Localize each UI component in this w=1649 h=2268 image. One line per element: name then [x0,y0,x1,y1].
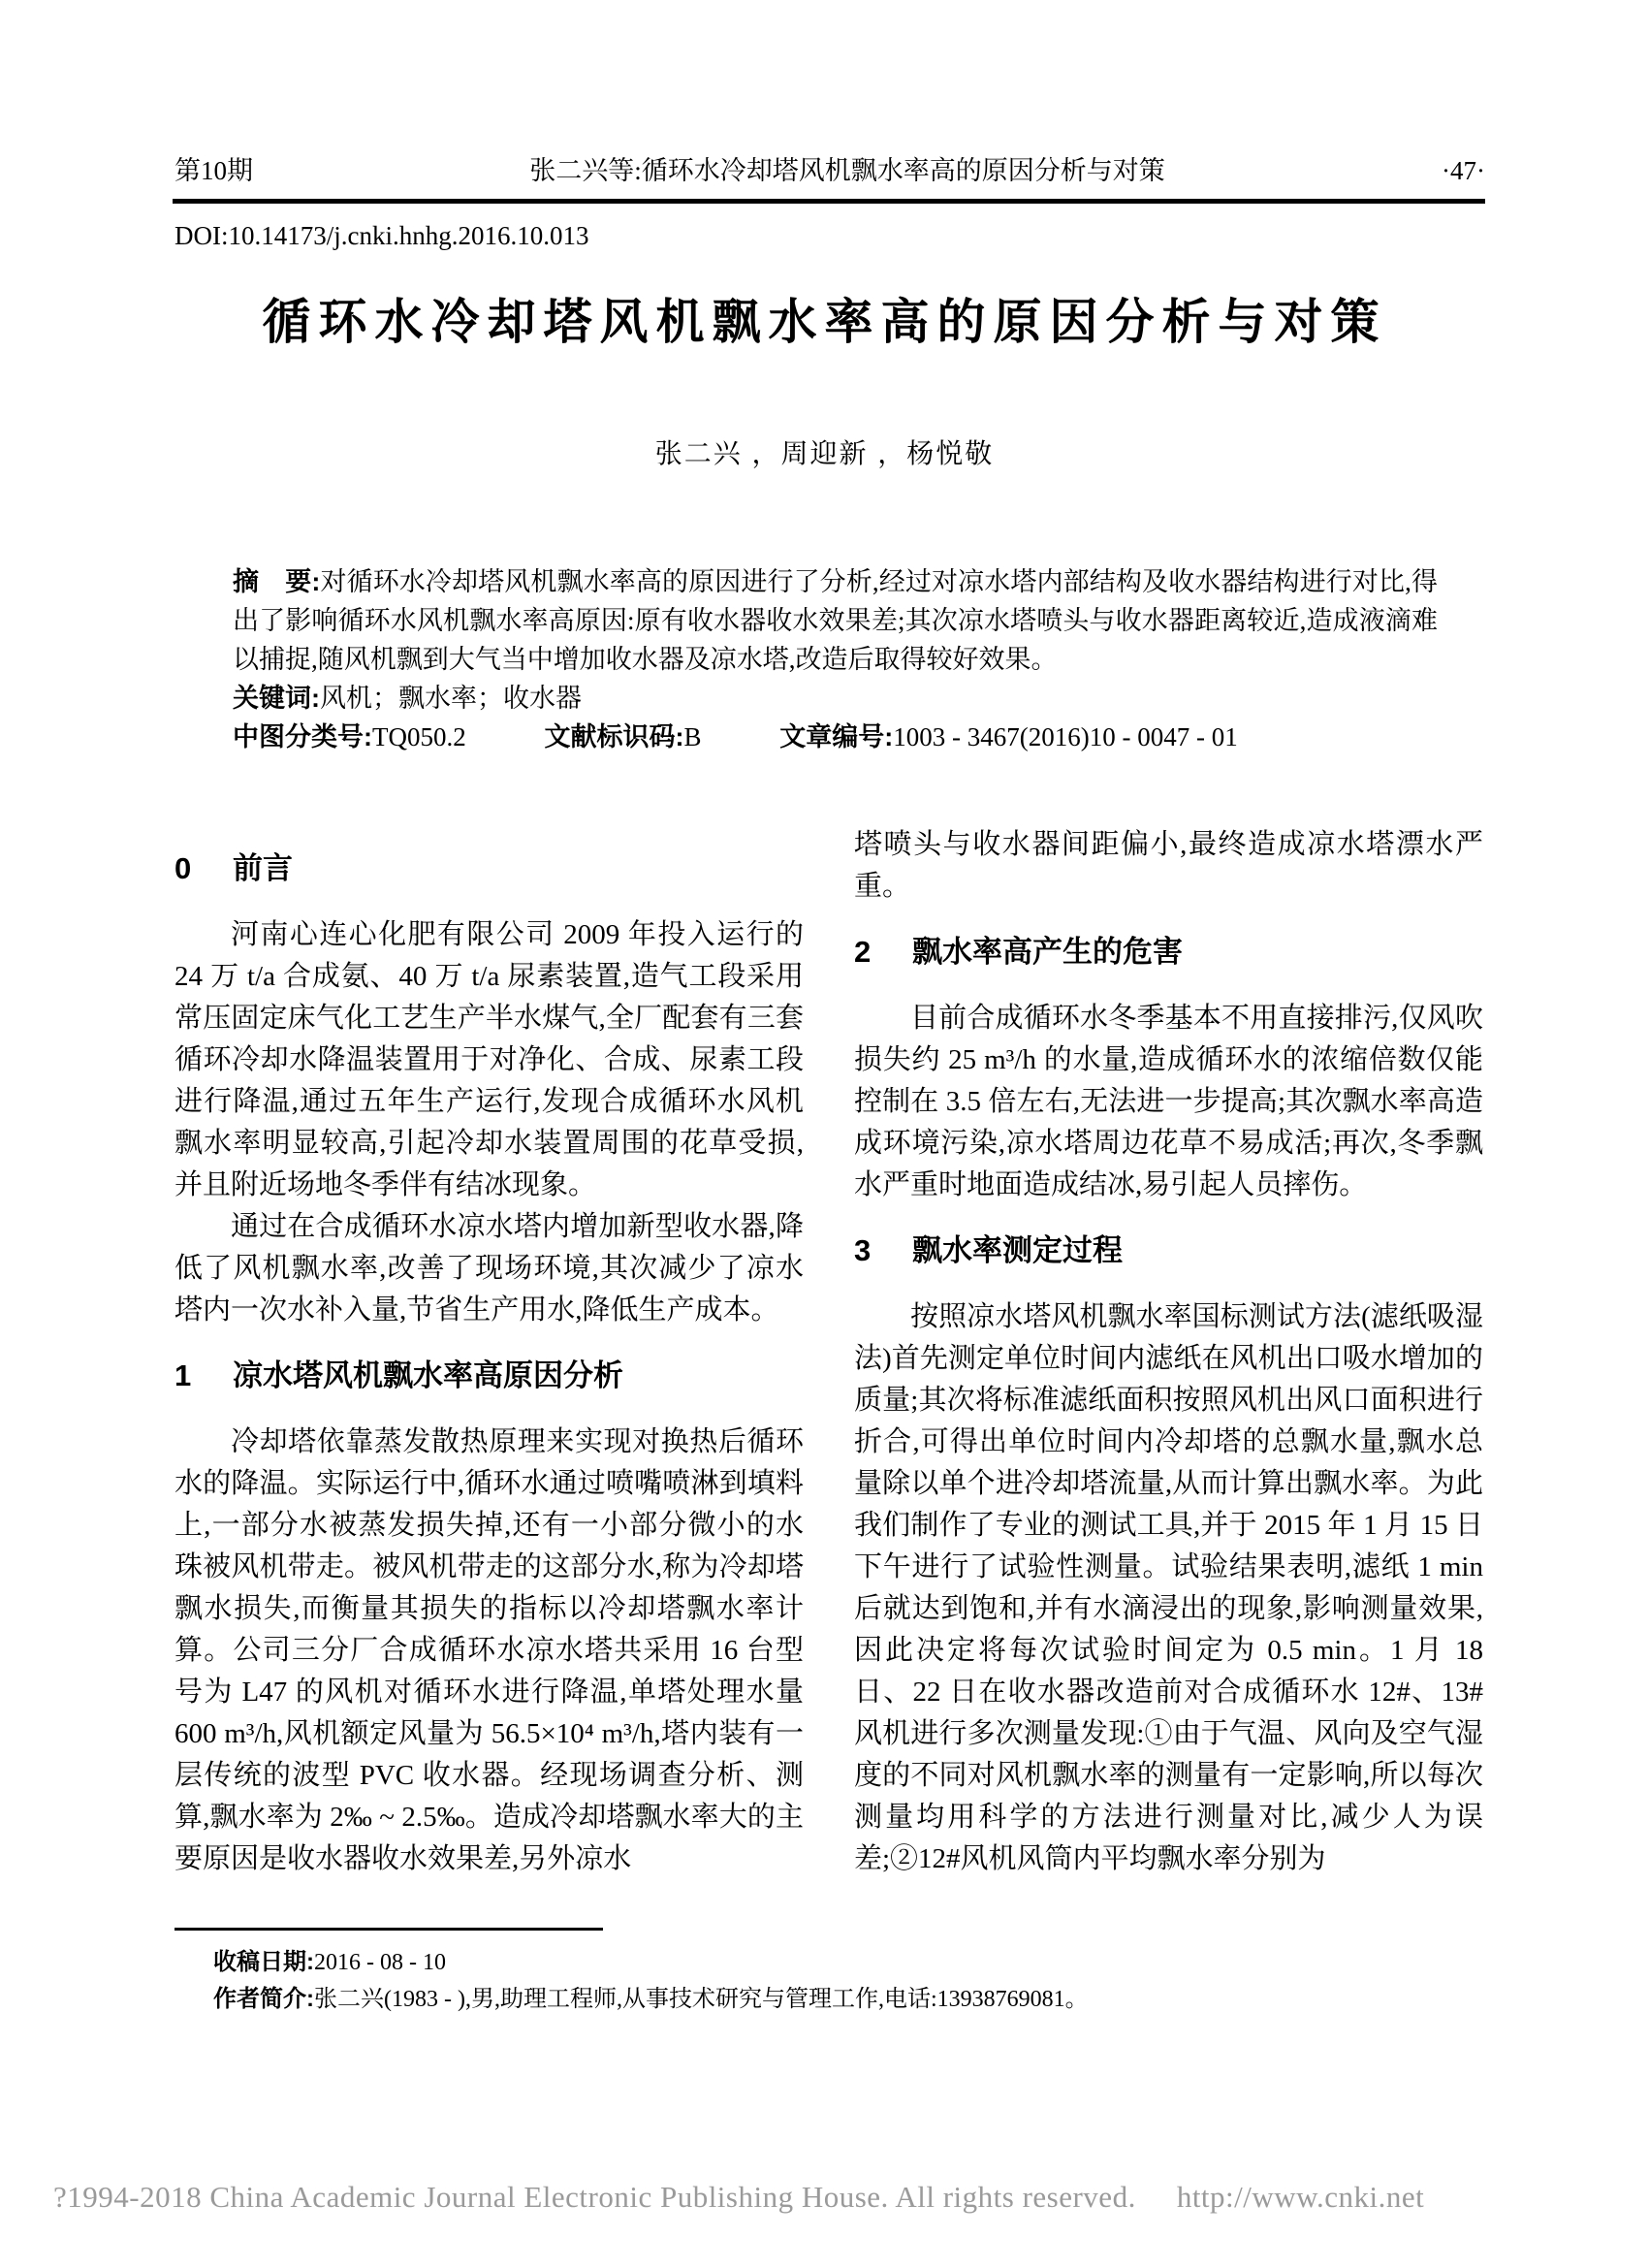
classification-line [233,718,1438,756]
abstract-label: 摘 要: [233,567,321,596]
clc-value: TQ050.2 [372,722,466,751]
keywords-label: 关键词: [233,684,320,713]
watermark-copyright: ?1994-2018 China Academic Journal Electronic Publishing House. All rights reserved. [53,2180,1136,2214]
page-number: ·47· [1442,156,1485,185]
author-bio-label: 作者简介: [213,1986,314,2012]
article-no-label: 文章编号: [779,722,894,751]
article-body [174,824,1483,1880]
section-number: 0 [174,851,192,885]
doi-line: DOI:10.14173/j.cnki.hnhg.2016.10.013 [174,221,589,250]
watermark-url: http://www.cnki.net [1176,2180,1425,2214]
section-heading-2 [854,931,1483,973]
page-title: 循环水冷却塔风机飘水率高的原因分析与对策 [262,295,1387,349]
keywords-text: 风机；飘水率；收水器 [320,684,582,713]
section-number: 2 [854,935,872,969]
right-column [854,824,1483,1880]
left-column [174,824,804,1880]
section-title: 前言 [233,851,293,885]
clc-label: 中图分类号: [233,722,372,751]
section2-paragraph-1: 目前合成循环水冬季基本不用直接排污,仅风吹损失约 25 m³/h 的水量,造成循环水的浓缩倍数仅能控制在 3.5 倍左右,无法进一步提高;其次飘水率高造成环境污染,凉水塔周边花草不易成活;再次,冬季飘水严重时地面造成结冰,易引起人员摔伤。 [854,1003,1483,1200]
received-date-value: 2016 - 08 - 10 [314,1950,446,1975]
received-date-label: 收稿日期: [213,1949,314,1975]
cnki-watermark [53,2180,1604,2215]
article-no-group [779,722,1237,751]
clc-group [233,722,466,751]
section1-paragraph-1-continued: 塔喷头与收水器间距偏小,最终造成凉水塔漂水严重。 [854,829,1483,902]
footnote-block [174,1928,1483,2018]
section-heading-1 [174,1355,804,1396]
section-heading-0 [174,847,804,889]
author-line: 张二兴 ，周迎新 ，杨悦敬 [654,438,995,468]
footnote-rule [174,1928,603,1931]
section-heading-3 [854,1230,1483,1271]
section-number: 1 [174,1358,192,1392]
author-bio-line [213,1981,1483,2018]
doc-code-group [545,722,702,751]
author-bio-value: 张二兴(1983 - ),男,助理工程师,从事技术研究与管理工作,电话:13938769081。 [314,1987,1089,2012]
running-head [174,149,1485,187]
section1-paragraph-1: 冷却塔依靠蒸发散热原理来实现对换热后循环水的降温。实际运行中,循环水通过喷嘴喷淋到填料上,一部分水被蒸发损失掉,还有一小部分微小的水珠被风机带走。被风机带走的这部分水,称为冷却塔飘水损失,而衡量其损失的指标以冷却塔飘水率计算。公司三分厂合成循环水凉水塔共采用 16 台型号为 L47 的风机对循环水进行降温,单塔处理水量 600 m³/h,风机额定风量为 56.5×10⁴ m³/h,塔内装有一层传统的波型 PVC 收水器。经现场调查分析、测算,飘水率为 2‰ ~ 2.5‰。造成冷却塔飘水率大的主要原因是收水器收水效果差,另外凉水 [174,1426,804,1874]
section3-paragraph-1: 按照凉水塔风机飘水率国标测试方法(滤纸吸湿法)首先测定单位时间内滤纸在风机出口吸水增加的质量;其次将标准滤纸面积按照风机出风口面积进行折合,可得出单位时间内冷却塔的总飘水量,飘水总量除以单个进冷却塔流量,从而计算出飘水率。为此我们制作了专业的测试工具,并于 2015 年 1 月 15 日下午进行了试验性测量。试验结果表明,滤纸 1 min 后就达到饱和,并有水滴浸出的现象,影响测量效果,因此决定将每次试验时间定为 0.5 min。1 月 18 日、22 日在收水器改造前对合成循环水 12#、13#风机进行多次测量发现:①由于气温、风向及空气湿度的不同对风机飘水率的测量有一定影响,所以每次测量均用科学的方法进行测量对比,减少人为误差;②12#风机风筒内平均飘水率分别为 [854,1301,1483,1874]
received-date-line [213,1944,1483,1981]
abstract-paragraph [233,562,1438,679]
section-title: 飘水率测定过程 [912,1233,1123,1267]
section-title: 凉水塔风机飘水率高原因分析 [233,1358,623,1392]
abstract-text: 对循环水冷却塔风机飘水率高的原因进行了分析,经过对凉水塔内部结构及收水器结构进行对比,得出了影响循环水风机飘水率高原因:原有收水器收水效果差;其次凉水塔喷头与收水器距离较近,造成液滴难以捕捉,随风机飘到大气当中增加收水器及凉水塔,改造后取得较好效果。 [233,567,1438,674]
section-title: 飘水率高产生的危害 [912,935,1183,969]
section0-paragraph-1: 河南心连心化肥有限公司 2009 年投入运行的 24 万 t/a 合成氨、40 万 t/a 尿素装置,造气工段采用常压固定床气化工艺生产半水煤气,全厂配套有三套循环冷却水降温装置用于对净化、合成、尿素工段进行降温,通过五年生产运行,发现合成循环水风机飘水率明显较高,引起冷却水装置周围的花草受损,并且附近场地冬季伴有结冰现象。 [174,919,804,1200]
doc-code-value: B [683,722,702,751]
section-number: 3 [854,1233,872,1267]
doc-code-label: 文献标识码: [544,722,684,751]
abstract-block [233,562,1438,756]
running-title: 张二兴等:循环水冷却塔风机飘水率高的原因分析与对策 [529,156,1165,185]
keywords-line [233,679,1438,718]
section0-paragraph-2: 通过在合成循环水凉水塔内增加新型收水器,降低了风机飘水率,改善了现场环境,其次减少了凉水塔内一次水补入量,节省生产用水,降低生产成本。 [174,1211,804,1326]
article-no-value: 1003 - 3467(2016)10 - 0047 - 01 [893,722,1238,751]
header-divider-rule [173,199,1485,204]
journal-issue: 第10期 [174,156,253,185]
